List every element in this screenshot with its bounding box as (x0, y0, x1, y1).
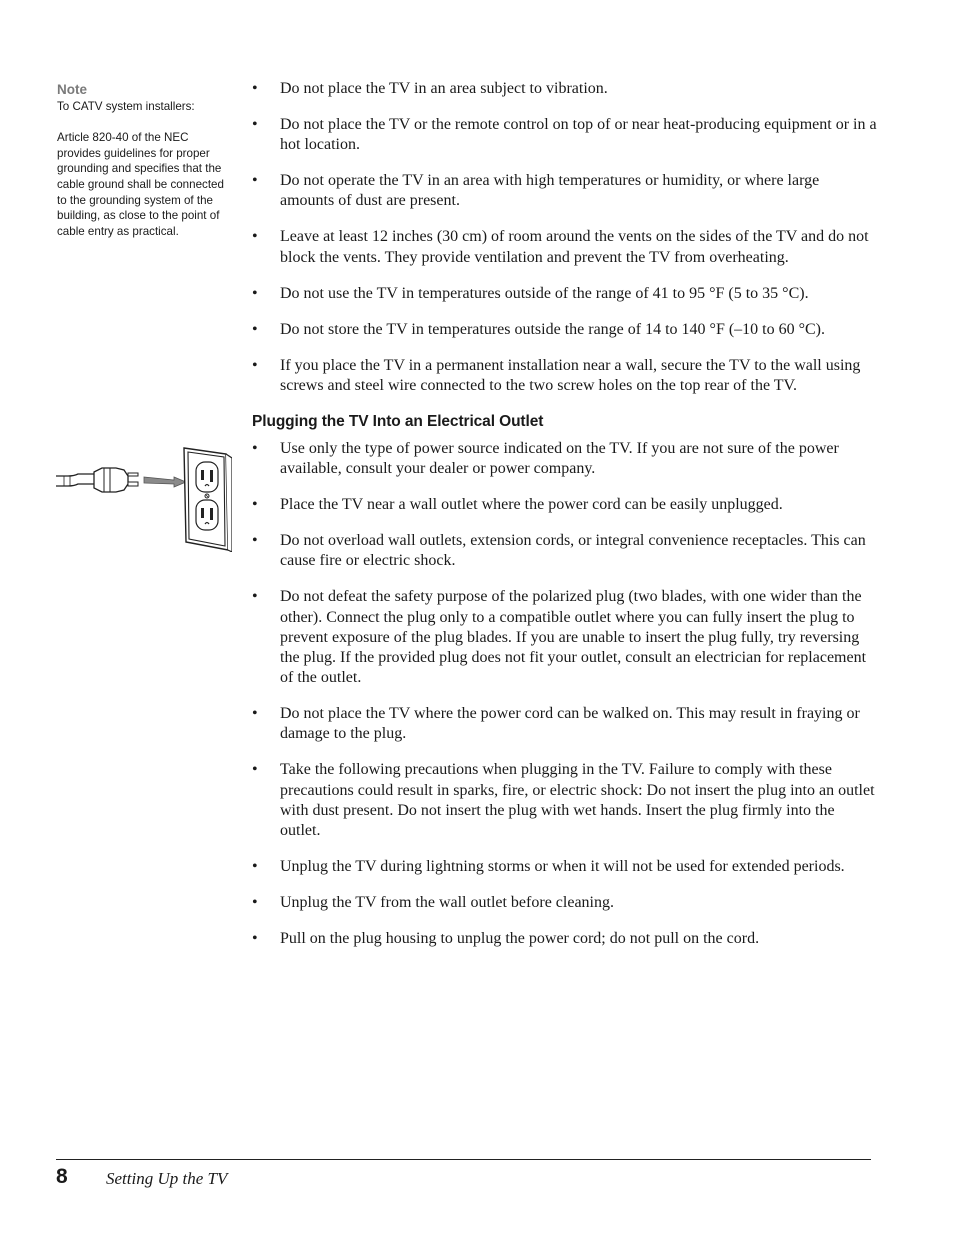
list-item-text: Do not operate the TV in an area with high temperatures or humidity, or where large amounts of dust are present. (280, 172, 820, 210)
list-item (252, 893, 877, 913)
note-title: Note (57, 82, 87, 97)
list-item-text: Leave at least 12 inches (30 cm) of room around the vents on the sides of the TV and do not block the vents. They provide ventilation and prevent the TV from overheating. (280, 228, 869, 266)
bullet-icon: • (252, 705, 258, 723)
bullet-icon: • (252, 532, 258, 550)
list-item-text: Do not place the TV where the power cord can be walked on. This may result in fraying or damage to the plug. (280, 705, 860, 743)
list-item-text: Use only the type of power source indicated on the TV. If you are not sure of the power available, consult your dealer or power company. (280, 440, 839, 478)
bullet-icon: • (252, 320, 258, 338)
bullet-icon: • (252, 228, 258, 246)
bullet-icon: • (252, 80, 258, 97)
bullet-icon: • (252, 172, 258, 190)
bullet-icon: • (252, 284, 258, 302)
list-item (252, 495, 877, 515)
running-footer-title: Setting Up the TV (106, 1169, 228, 1188)
list-item-text: Do not overload wall outlets, extension cords, or integral convenience receptacles. This can cause fire or electric shock. (280, 532, 866, 570)
list-item-text: Pull on the plug housing to unplug the power cord; do not pull on the cord. (280, 930, 760, 948)
bullet-icon: • (252, 440, 258, 458)
main-content (252, 79, 877, 965)
list-item (252, 356, 877, 396)
bullet-icon: • (252, 894, 258, 912)
note-line-2: Article 820-40 of the NEC provides guidelines for proper grounding and specifies that the cable ground shall be connected to the grounding system of the building, as close to the point of cable entry as practical. (57, 131, 224, 238)
bullet-icon: • (252, 761, 258, 779)
wall-outlet-with-plug-icon (56, 446, 232, 552)
list-item (252, 531, 877, 571)
list-item (252, 284, 877, 304)
bullet-icon: • (252, 356, 258, 374)
list-item (252, 115, 877, 155)
bullet-icon: • (252, 116, 258, 133)
footer-divider (56, 1159, 871, 1160)
bullet-icon: • (252, 588, 258, 606)
bullet-icon: • (252, 930, 258, 948)
section-heading: Plugging the TV Into an Electrical Outlet (252, 413, 544, 431)
list-item (252, 857, 877, 877)
list-item-text: Place the TV near a wall outlet where the power cord can be easily unplugged. (280, 496, 783, 514)
list-item (252, 760, 877, 841)
list-item-text: Do not store the TV in temperatures outside the range of 14 to 140 °F (–10 to 60 °C). (280, 320, 826, 338)
list-item-text: Do not place the TV in an area subject to vibration. (280, 80, 608, 97)
list-item (252, 439, 877, 479)
list-item (252, 320, 877, 340)
list-item (252, 929, 877, 949)
outlet-precautions-list (252, 439, 877, 949)
bullet-icon: • (252, 496, 258, 514)
list-item-text: Do not defeat the safety purpose of the polarized plug (two blades, with one wider than the other). Connect the plug only to a compatible outlet where you can fully insert the plug to prevent exposure of the plug blades. If you are unable to insert the plug fully, try reversing the plug. If the provided plug does not fit your outlet, consult an electrician for replacement of the outlet. (280, 588, 867, 687)
list-item-text: If you place the TV in a permanent installation near a wall, secure the TV to the wall using screws and steel wire connected to the two screw holes on the top rear of the TV. (280, 356, 861, 394)
list-item (252, 587, 877, 688)
placement-precautions-list (252, 79, 877, 396)
list-item (252, 227, 877, 267)
list-item-text: Take the following precautions when plugging in the TV. Failure to comply with these precautions could result in sparks, fire, or electric shock: Do not insert the plug into an outlet with dust present. Do not insert the plug with wet hands. Insert the plug firmly into the outlet. (280, 761, 875, 840)
list-item-text: Unplug the TV from the wall outlet before cleaning. (280, 894, 614, 912)
list-item-text: Unplug the TV during lightning storms or when it will not be used for extended periods. (280, 858, 845, 876)
list-item-text: Do not use the TV in temperatures outside of the range of 41 to 95 °F (5 to 35 °C). (280, 284, 809, 302)
list-item-text: Do not place the TV or the remote control on top of or near heat-producing equipment or in a hot location. (280, 116, 877, 154)
list-item (252, 704, 877, 744)
list-item (252, 79, 877, 99)
note-line-1: To CATV system installers: (57, 100, 195, 113)
bullet-icon: • (252, 858, 258, 876)
sidebar-note (57, 82, 229, 239)
list-item (252, 171, 877, 211)
page-number: 8 (56, 1165, 68, 1188)
